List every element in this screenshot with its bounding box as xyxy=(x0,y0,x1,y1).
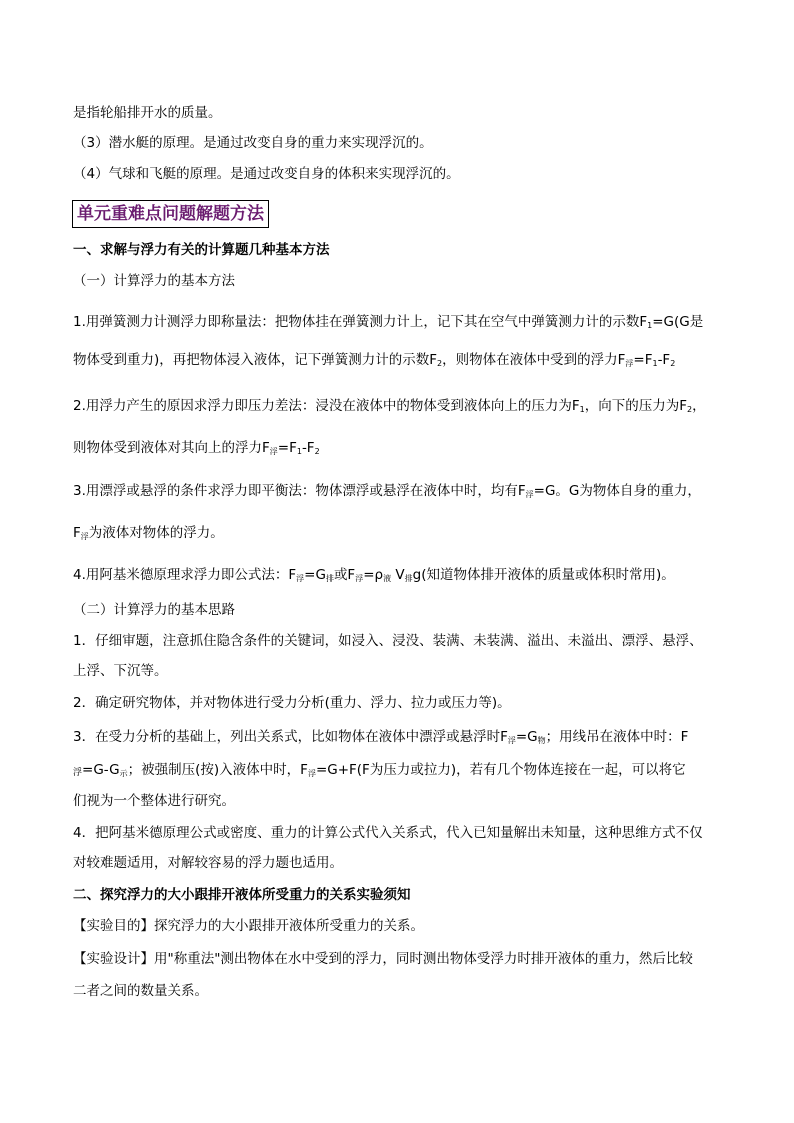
text: F xyxy=(73,525,81,541)
method-2-line-1 xyxy=(73,397,706,415)
idea-2: 2．确定研究物体，并对物体进行受力分析(重力、浮力、拉力或压力等)。 xyxy=(73,695,511,711)
text: 或F xyxy=(333,567,356,583)
subscript: 2 xyxy=(687,405,693,414)
part1-heading: 一、求解与浮力有关的计算题几种基本方法 xyxy=(73,242,330,258)
subscript: 液 xyxy=(383,574,392,583)
text: ，向下的压力为F xyxy=(584,398,688,414)
subscript: 2 xyxy=(670,359,676,368)
subscript: 浮 xyxy=(507,736,516,745)
method-1-line-2 xyxy=(73,351,675,369)
idea-3-line-2 xyxy=(73,761,686,782)
subscript: 浮 xyxy=(307,769,316,778)
text: 为液体对物体的浮力。 xyxy=(88,525,224,541)
idea-1-line-1: 1．仔细审题，注意抓住隐含条件的关键词，如浸入、浸没、装满、未装满、溢出、未溢出、漂浮、悬浮、 xyxy=(73,633,703,649)
idea-4-line-2: 对较难题适用，对解较容易的浮力题也适用。 xyxy=(73,855,343,871)
text: -F xyxy=(301,440,315,456)
text: ；用线吊在液体中时：F xyxy=(545,729,689,745)
method-2-line-2 xyxy=(73,439,320,457)
intro-line: 是指轮船排开水的质量。 xyxy=(73,105,222,121)
text: V xyxy=(395,567,405,583)
subscript: 物 xyxy=(537,736,546,745)
subscript: 1 xyxy=(652,359,658,368)
subscript: 浮 xyxy=(73,768,83,778)
subscript: 浮 xyxy=(355,574,364,583)
text: ，则物体在液体中受到的浮力F xyxy=(442,352,626,368)
subscript: 1 xyxy=(296,447,302,456)
subheading-basic-ideas: （二）计算浮力的基本思路 xyxy=(73,602,235,618)
experiment-design-line-1: 【实验设计】用"称重法"测出物体在水中受到的浮力，同时测出物体受浮力时排开液体的重力，然后比较 xyxy=(73,951,693,967)
text: 则物体受到液体对其向上的浮力F xyxy=(73,440,270,456)
part2-heading: 二、探究浮力的大小跟排开液体所受重力的关系实验须知 xyxy=(73,887,411,903)
text: 1.用弹簧测力计测浮力即称量法：把物体挂在弹簧测力计上，记下其在空气中弹簧测力计的示数F xyxy=(73,314,648,330)
text: ， xyxy=(692,398,706,414)
text: =F xyxy=(277,440,297,456)
idea-3-line-3: 们视为一个整体进行研究。 xyxy=(73,793,235,809)
text: 4.用阿基米德原理求浮力即公式法：F xyxy=(73,567,297,583)
subscript: 浮 xyxy=(625,359,634,368)
idea-3-line-1 xyxy=(73,728,688,746)
text: =G(G是 xyxy=(652,314,704,330)
subscript: 排 xyxy=(325,574,334,583)
text: ；被强制压(按)入液体中时，F xyxy=(127,762,308,778)
method-3-line-1 xyxy=(73,482,701,500)
text: 3.用漂浮或悬浮的条件求浮力即平衡法：物体漂浮或悬浮在液体中时，均有F xyxy=(73,483,526,499)
text: =G。G为物体自身的重力， xyxy=(533,483,701,499)
idea-1-line-2: 上浮、下沉等。 xyxy=(73,663,168,679)
idea-4-line-1: 4．把阿基米德原理公式或密度、重力的计算公式代入关系式，代入已知量解出未知量，这种思维方式不仅 xyxy=(73,825,703,841)
method-1-line-1 xyxy=(73,313,703,331)
subscript: 浮 xyxy=(80,532,89,541)
experiment-purpose: 【实验目的】探究浮力的大小跟排开液体所受重力的关系。 xyxy=(73,918,424,934)
experiment-design-line-2: 二者之间的数量关系。 xyxy=(73,983,208,999)
text: g(知道物体排开液体的质量或体积时常用)。 xyxy=(412,567,675,583)
text: =F xyxy=(633,352,653,368)
method-3-line-2 xyxy=(73,524,224,542)
subscript: 排 xyxy=(404,574,413,583)
subscript: 1 xyxy=(579,405,585,414)
subscript: 2 xyxy=(437,359,443,368)
text: =G-G xyxy=(82,762,120,778)
subscript: 1 xyxy=(647,321,653,330)
subscript: 浮 xyxy=(296,574,305,583)
text: =ρ xyxy=(363,567,384,583)
subscript: 2 xyxy=(314,447,320,456)
method-4-line xyxy=(73,566,675,584)
text: -F xyxy=(657,352,671,368)
subscript: 示 xyxy=(119,769,128,778)
intro-item-3: （3）潜水艇的原理。是通过改变自身的重力来实现浮沉的。 xyxy=(73,135,433,151)
text: =G xyxy=(304,567,326,583)
subscript: 浮 xyxy=(269,447,278,456)
text: 3．在受力分析的基础上，列出关系式，比如物体在液体中漂浮或悬浮时F xyxy=(73,729,508,745)
subheading-basic-methods: （一）计算浮力的基本方法 xyxy=(73,273,235,289)
text: 物体受到重力)，再把物体浸入液体，记下弹簧测力计的示数F xyxy=(73,352,438,368)
text: 2.用浮力产生的原因求浮力即压力差法：浸没在液体中的物体受到液体向上的压力为F xyxy=(73,398,580,414)
intro-item-4: （4）气球和飞艇的原理。是通过改变自身的体积来实现浮沉的。 xyxy=(73,166,460,182)
section-title: 单元重难点问题解题方法 xyxy=(72,200,269,228)
subscript: 浮 xyxy=(525,490,534,499)
text: =G+F(F为压力或拉力)，若有几个物体连接在一起，可以将它 xyxy=(315,762,686,778)
text: =G xyxy=(515,729,538,745)
